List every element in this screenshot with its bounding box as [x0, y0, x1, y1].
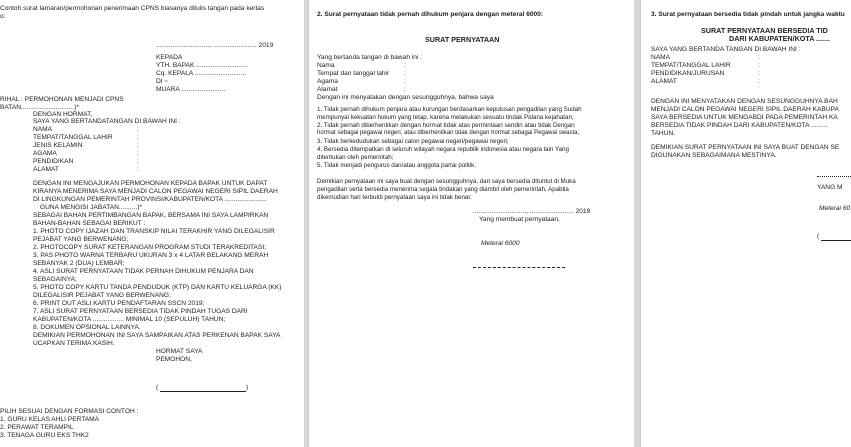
closing-line: UCAPKAN TERIMA KASIH.: [33, 340, 115, 347]
recipient-line: DI ~: [156, 78, 169, 85]
document-title-cont: DARI KABUPATEN/KOTA .......: [729, 34, 831, 43]
body-line: DENGAN INI MENGAJUKAN PERMOHONAN KEPADA BAPAK UNTUK DAPAT: [33, 180, 268, 187]
section-heading: 2. Surat pernyataan tidak pernah dihukum penjara dengan meteral 6000:: [317, 11, 544, 18]
recipient-line: KEPADA: [156, 54, 183, 61]
attachment-line: DILEGALISIR PEJABAT YANG BERWENANG;: [33, 292, 171, 299]
field-label: AGAMA: [33, 150, 57, 157]
attachment-line: 8. DOKUMEN OPSIONAL LAINNYA.: [33, 324, 141, 331]
letter-page-statement-transfer: [640, 0, 851, 447]
regards-text: HORMAT SAYA: [156, 348, 203, 355]
body-line: KIRANYA MENERIMA SAYA MENJADI CALON PEGAWAI NEGERI SIPIL DAERAH: [33, 188, 278, 195]
field-colon: :: [137, 142, 139, 149]
closing-line: DEMIKIAN SURAT PERNYATAAN INI SAYA BUAT DENGAN SE: [651, 144, 840, 151]
statement-item: 5. Tidak menjadi pengurus dan/atau anggota partai politik.: [317, 162, 476, 169]
field-label: PENDIDIKAN/JURUSAN: [651, 70, 725, 77]
field-colon: :: [404, 70, 406, 77]
signature-open: (: [817, 233, 820, 240]
field-colon: :: [137, 126, 139, 133]
field-label: ALAMAT: [651, 78, 677, 85]
attachment-line: KABUPATEN/KOTA ................. MINIMAL 10 (SEPULUH) TAHUN;: [33, 316, 226, 323]
field-colon: :: [137, 166, 139, 173]
signer-label: Yang membuat pernyataan,: [479, 216, 560, 223]
attachment-line: 7. ASLI SURAT PERNYATAAN BERSEDIA TIDAK PINDAH TUGAS DARI: [33, 308, 248, 315]
signer-label: YANG M: [817, 184, 843, 191]
greeting: DENGAN HORMAT,: [33, 111, 93, 118]
closing-line: dikemudian hari terbukti pernyataan saya ini tidak benar.: [317, 194, 472, 201]
signature-line: [160, 391, 246, 392]
body-line: BAHAN-BAHAN SEBAGAI BERIKUT :: [33, 220, 146, 227]
attachment-line: SEBAGAINYA;: [33, 276, 77, 283]
field-label: PENDIDIKAN: [33, 158, 74, 165]
footnote-text: PILIH SESUAI DENGAN FORMASI CONTOH :: [0, 408, 139, 415]
field-colon: :: [137, 158, 139, 165]
field-colon: :: [404, 62, 406, 69]
body-line: SAYA BERSEDIA UNTUK MENGABDI PADA PEMERINTAH KA: [651, 114, 838, 121]
field-label: Tempat dan tanggal lahir: [317, 70, 390, 77]
body-line: SEBAGAI BAHAN PERTIMBANGAN BAPAK, BERSAMA INI SAYA LAMPIRKAN: [33, 212, 269, 219]
undersigned-line: Yang bertanda tangan di bawah ini :: [317, 54, 423, 61]
subject-line: RIHAL : PERMOHONAN MENJADI CPNS: [0, 96, 124, 103]
field-label: Agama: [317, 78, 338, 85]
statement-item: mempunyai kekuatan hukum yang tetap, karena melakukan sesuatu tindak Pidana kejahatan;: [317, 114, 574, 121]
statement-item: ditentukan oleh pemerintah;: [317, 154, 394, 161]
closing-line: DEMIKIAN PERMOHONAN INI SAYA SAMPAIKAN ATAS PERKENAN BAPAK SAYA: [33, 332, 281, 339]
intro-text-cont: o:: [0, 13, 6, 20]
field-colon: :: [137, 150, 139, 157]
attachment-line: PEJABAT YANG BERWENANG;: [33, 236, 129, 243]
field-colon: :: [137, 134, 139, 141]
body-line: MENJADI CALON PEGAWAI NEGERI SIPIL DAERAH KABUPA: [651, 106, 839, 113]
attachment-line: 1. PHOTO COPY IJAZAH DAN TRANSKIP NILAI TERAKHIR YANG DILEGALISIR: [33, 228, 275, 235]
field-label: Alamat: [317, 86, 338, 93]
body-line: DENGAN INI MENYATAKAN DENGAN SESUNGGUHNYA BAH: [651, 98, 838, 105]
subject-position-line: BATAN.............................)*: [0, 104, 79, 111]
page-gap: [634, 0, 640, 447]
statement-item: 1. Tidak pernah dihukum penjara atau kurungan berdasarkan keputusan pengadilan yang Sudah: [317, 106, 582, 113]
field-label: TEMPAT/TANGGAL LAHIR: [33, 134, 113, 141]
page-gap: [304, 0, 308, 447]
document-title: SURAT PERNYATAAN BERSEDIA TID: [701, 26, 828, 35]
date-dots: [817, 176, 851, 177]
letter-page-statement-prison: [308, 0, 635, 447]
field-colon: :: [404, 78, 406, 85]
closing-line: DIGUNAKAN SEBAGAIMANA MESTINYA.: [651, 152, 777, 159]
field-colon: :: [404, 86, 406, 93]
declaration-line: Dengan ini menyatakan dengan sesungguhnya, bahwa saya: [317, 94, 494, 101]
field-label: TEMPAT/TANGGAL LAHIR: [651, 62, 731, 69]
field-colon: :: [758, 78, 760, 85]
body-line: GUNA MENGISI JABATAN..........)*: [40, 204, 142, 211]
body-line: BERSEDIA TIDAK PINDAH DARI KABUPATEN/KOTA .........: [651, 122, 828, 129]
undersigned-line: SAYA YANG BERTANDA TANGAN DI BAWAH INI :: [651, 46, 801, 53]
example-item: 2. PERAWAT TERAMPIL: [0, 424, 74, 431]
statement-item: 3. Tidak berkedudukan sebagai calon pegawai negeri/pegawai negeri;: [317, 138, 509, 145]
statement-item: hormat sebagai pegawai negeri, atau diberhentikan tidak dengan hormat sebagai Pegawai swasta;: [317, 130, 580, 136]
recipient-line: MUARA ........................: [156, 86, 226, 93]
field-colon: :: [758, 62, 760, 69]
attachment-line: 5. PHOTO COPY KARTU TANDA PENDUDUK (KTP) DAN KARTU KELUARGA (KK): [33, 284, 282, 291]
signature-line: [473, 267, 565, 268]
field-label: NAMA: [651, 54, 671, 61]
recipient-line: YTH. BAPAK ............................: [156, 62, 248, 69]
intro-text: Contoh surat lamaran/permohonan penerimaan CPNS biasanya ditulis tangan pada kertas: [0, 5, 265, 12]
attachment-line: 6. PRINT OUT ASLI KARTU PENDAFTARAN SSCN 2019;: [33, 300, 205, 307]
body-line: TAHUN.: [651, 130, 676, 137]
field-label: Nama: [317, 62, 335, 69]
field-colon: :: [758, 54, 760, 61]
stamp-label: Meterai 60: [819, 205, 851, 212]
undersigned-line: SAYA YANG BERTANDATANGAN DI BAWAH INI :: [33, 118, 181, 125]
section-heading: 3. Surat pernyataan bersedia tidak pindah untuk jangka waktu: [651, 11, 845, 18]
example-item: 3. TENAGA GURU EKS THK2: [0, 432, 89, 439]
document-title: SURAT PERNYATAAN: [425, 35, 500, 44]
statement-item: 2. Tidak pernah diberhentikan dengan hormat tidak atas permintaan sendiri atau tidak Dengan: [317, 122, 575, 129]
letter-page-application: [0, 0, 304, 447]
closing-line: pengadilan serta bersedia menerima segala tindakan yang diambil oleh pemerintah, Apabila: [317, 186, 569, 193]
signature-line: [821, 240, 851, 241]
signature-close: ): [246, 384, 249, 391]
body-line: DI LINGKUNGAN PEMERINTAH PROVINSI/KABUPATEN/KOTA .......................: [33, 196, 267, 203]
attachment-line: 4. ASLI SURAT PERNYATAAN TIDAK PERNAH DIHUKUM PENJARA DAN: [33, 268, 254, 275]
field-label: NAMA: [33, 126, 53, 133]
attachment-line: 3. PAS PHOTO WARNA TERBARU UKURAN 3 x 4 LATAR BELAKANG MERAH: [33, 252, 269, 259]
closing-line: Demikian pernyataan ini saya buat dengan sesungguhnya, dan saya bersedia dituntut di Muka: [317, 178, 576, 185]
attachment-line: SEBANYAK 2 (DUA) LEMBAR;: [33, 260, 125, 267]
statement-item: 4. Bersedia ditempatkan di seluruh wilayah negara republik indonesia atau negara lain Yang: [317, 146, 569, 153]
attachment-line: 2. PHOTOCOPY SURAT KETERANGAN PROGRAM STUDI TERAKREDITASI;: [33, 244, 267, 251]
field-colon: :: [758, 70, 760, 77]
applicant-label: PEMOHON,: [156, 356, 192, 363]
example-item: 1. GURU KELAS AHLI PERTAMA: [0, 416, 100, 423]
stamp-label: Meterai 6000: [481, 240, 520, 247]
recipient-line: Cq. KEPALA ............................: [156, 70, 247, 77]
field-label: JENIS KELAMIN: [33, 142, 83, 149]
date-line: ............................., ........................ 2019: [473, 208, 591, 215]
signature-open: (: [156, 384, 159, 391]
field-label: ALAMAT: [33, 166, 59, 173]
date-line: ............................., ........................ 2019: [156, 42, 274, 49]
